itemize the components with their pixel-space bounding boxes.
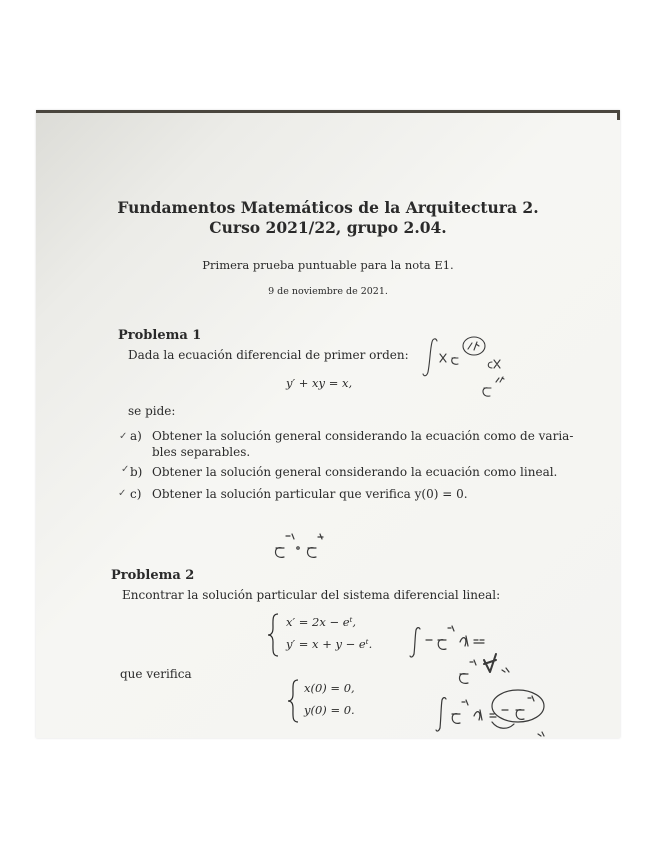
problem1-equation: y′ + xy = x,	[286, 376, 353, 390]
problem2-heading: Problema 2	[111, 568, 195, 583]
checkmark: ✓	[119, 431, 128, 442]
item-a-text: Obtener la solución general considerando la ecuación como de varia-	[152, 429, 574, 443]
que-verifica: que verifica	[120, 667, 192, 681]
problem1-intro: Dada la ecuación diferencial de primer orden:	[128, 348, 409, 362]
checkmark: ✓	[121, 464, 130, 475]
problem2-intro: Encontrar la solución particular del sistema diferencial lineal:	[122, 588, 501, 602]
exam-title: Fundamentos Matemáticos de la Arquitectura 2.	[117, 198, 539, 217]
exam-subtitle: Primera prueba puntuable para la nota E1.	[202, 258, 454, 272]
initial-cond-2: y(0) = 0.	[304, 703, 355, 717]
item-a-cont: bles separables.	[152, 445, 251, 459]
problem1-heading: Problema 1	[118, 328, 202, 343]
handwritten-integral-note	[416, 332, 556, 412]
item-c-label: c)	[130, 487, 142, 501]
handwritten-integral-work	[406, 618, 556, 738]
initial-brace	[286, 678, 302, 724]
initial-cond-1: x(0) = 0,	[304, 681, 355, 695]
exam-course: Curso 2021/22, grupo 2.04.	[209, 218, 447, 237]
system-brace	[266, 612, 282, 658]
paper-corner	[617, 110, 620, 120]
item-a-label: a)	[130, 429, 142, 443]
exam-paper	[36, 110, 620, 738]
system-eq-1: x′ = 2x − eᵗ,	[286, 615, 357, 629]
paper-top-edge	[36, 110, 620, 113]
checkmark: ✓	[118, 488, 127, 499]
problem1-se-pide: se pide:	[128, 404, 176, 418]
item-b-label: b)	[130, 465, 143, 479]
handwritten-exponentials	[264, 520, 344, 560]
item-c-text: Obtener la solución particular que verifica y(0) = 0.	[152, 487, 468, 501]
exam-date: 9 de noviembre de 2021.	[268, 286, 388, 297]
item-b-text: Obtener la solución general considerando la ecuación como lineal.	[152, 465, 558, 479]
system-eq-2: y′ = x + y − eᵗ.	[286, 637, 373, 651]
